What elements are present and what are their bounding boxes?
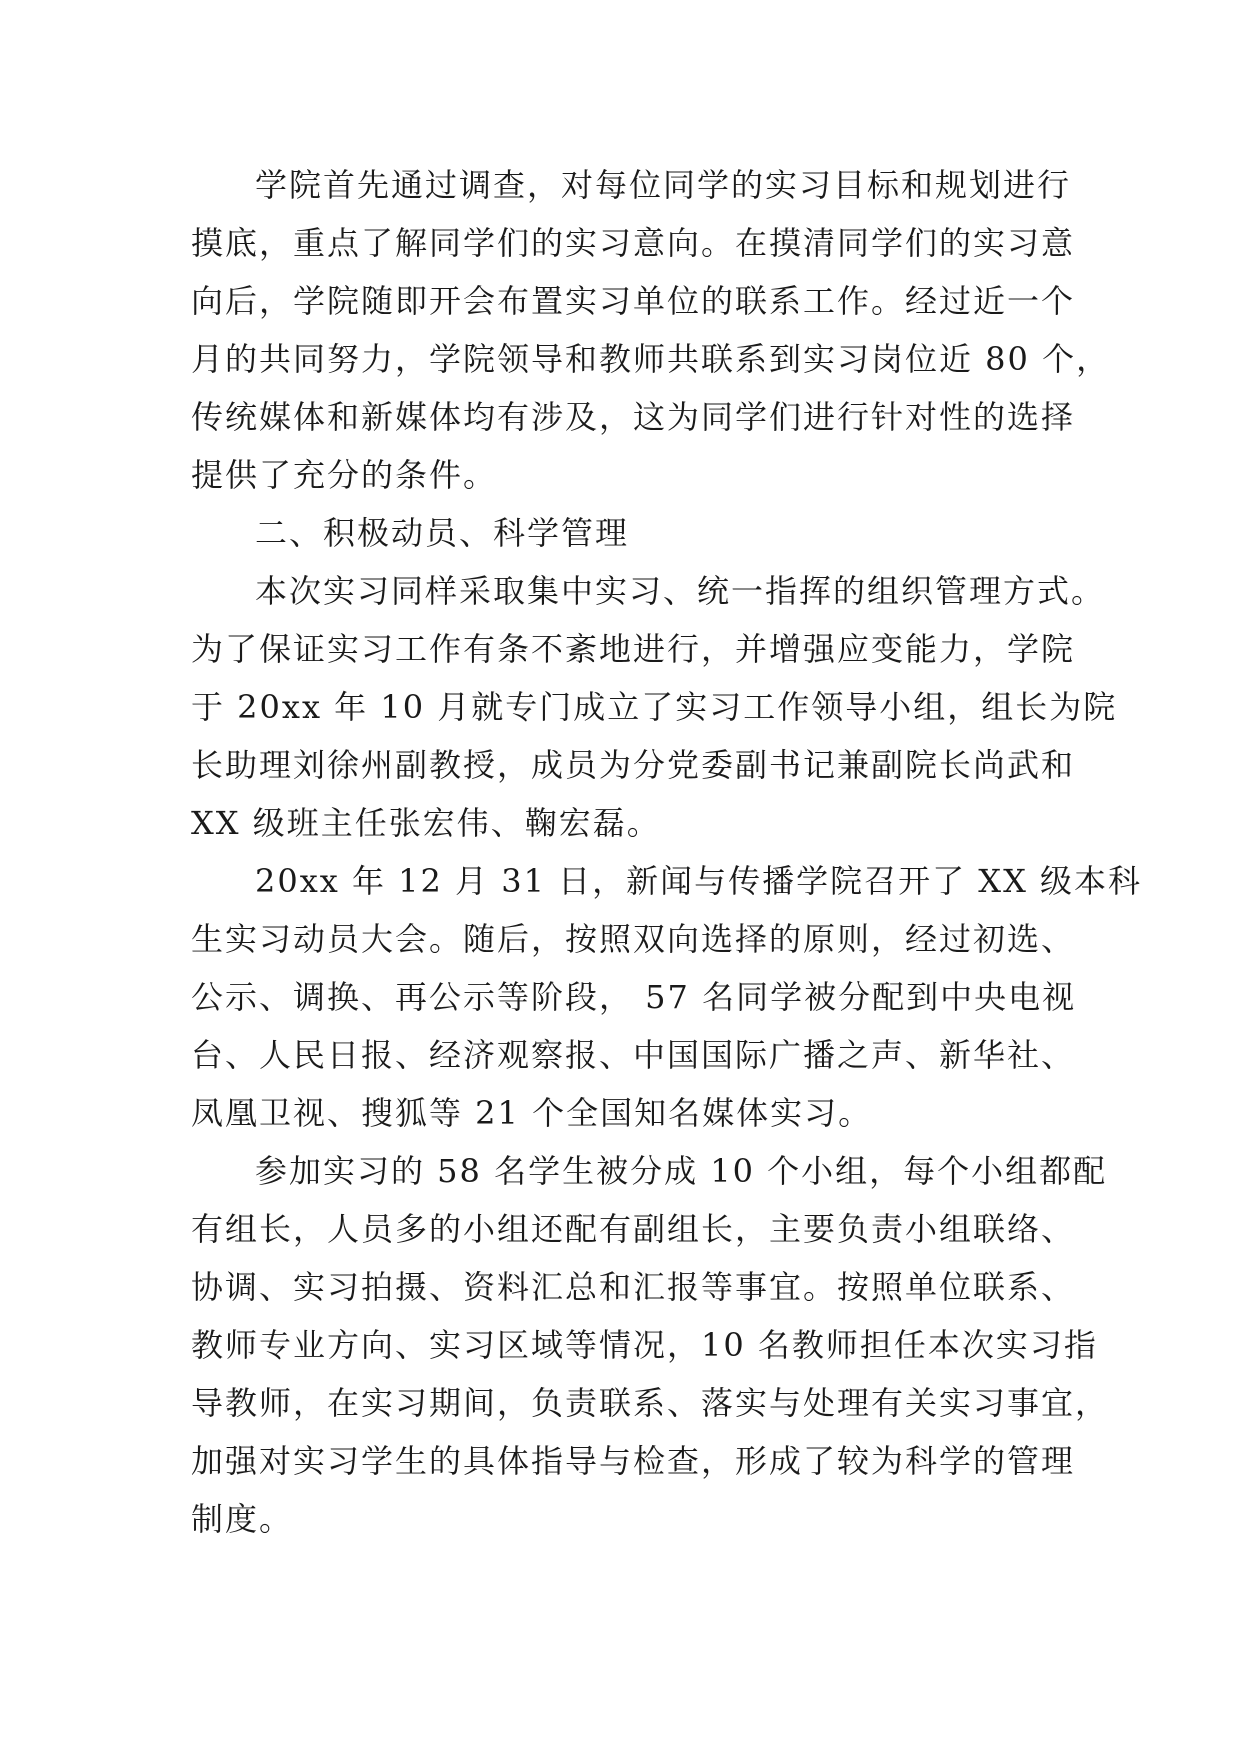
text-line: XX 级班主任张宏伟、鞠宏磊。	[191, 804, 661, 842]
paragraph	[191, 562, 1118, 852]
text-line: 生实习动员大会。随后，按照双向选择的原则，经过初选、	[191, 920, 1076, 958]
text-line: 参加实习的 58 名学生被分成 10 个小组，每个小组都配	[255, 1152, 1108, 1190]
text-line: 传统媒体和新媒体均有涉及，这为同学们进行针对性的选择	[191, 398, 1076, 436]
paragraph	[191, 1142, 1110, 1548]
text-line: 有组长，人员多的小组还配有副组长，主要负责小组联络、	[191, 1210, 1076, 1248]
paragraph	[191, 852, 1143, 1142]
text-line: 于 20xx 年 10 月就专门成立了实习工作领导小组，组长为院	[191, 688, 1118, 726]
text-line: 公示、调换、再公示等阶段， 57 名同学被分配到中央电视	[191, 978, 1077, 1016]
text-line: 本次实习同样采取集中实习、统一指挥的组织管理方式。	[255, 572, 1106, 610]
document-body	[191, 156, 1143, 1548]
text-line: 台、人民日报、经济观察报、中国国际广播之声、新华社、	[191, 1036, 1076, 1074]
text-line: 导教师，在实习期间，负责联系、落实与处理有关实习事宜，	[191, 1384, 1110, 1422]
paragraph	[191, 156, 1111, 504]
text-line: 摸底，重点了解同学们的实习意向。在摸清同学们的实习意	[191, 224, 1076, 262]
text-line: 制度。	[191, 1500, 294, 1538]
text-line: 向后，学院随即开会布置实习单位的联系工作。经过近一个	[191, 282, 1076, 320]
text-line: 月的共同努力，学院领导和教师共联系到实习岗位近 80 个，	[191, 340, 1111, 378]
text-line: 教师专业方向、实习区域等情况，10 名教师担任本次实习指	[191, 1326, 1098, 1364]
text-line: 20xx 年 12 月 31 日，新闻与传播学院召开了 XX 级本科	[255, 862, 1143, 900]
text-line: 协调、实习拍摄、资料汇总和汇报等事宜。按照单位联系、	[191, 1268, 1076, 1306]
text-line: 凤凰卫视、搜狐等 21 个全国知名媒体实习。	[191, 1094, 873, 1132]
text-line: 为了保证实习工作有条不紊地进行，并增强应变能力，学院	[191, 630, 1076, 668]
heading-text: 二、积极动员、科学管理	[255, 514, 630, 552]
text-line: 学院首先通过调查，对每位同学的实习目标和规划进行	[255, 166, 1072, 204]
text-line: 长助理刘徐州副教授，成员为分党委副书记兼副院长尚武和	[191, 746, 1076, 784]
section-heading	[191, 504, 1049, 562]
text-line: 提供了充分的条件。	[191, 456, 498, 494]
text-line: 加强对实习学生的具体指导与检查，形成了较为科学的管理	[191, 1442, 1076, 1480]
